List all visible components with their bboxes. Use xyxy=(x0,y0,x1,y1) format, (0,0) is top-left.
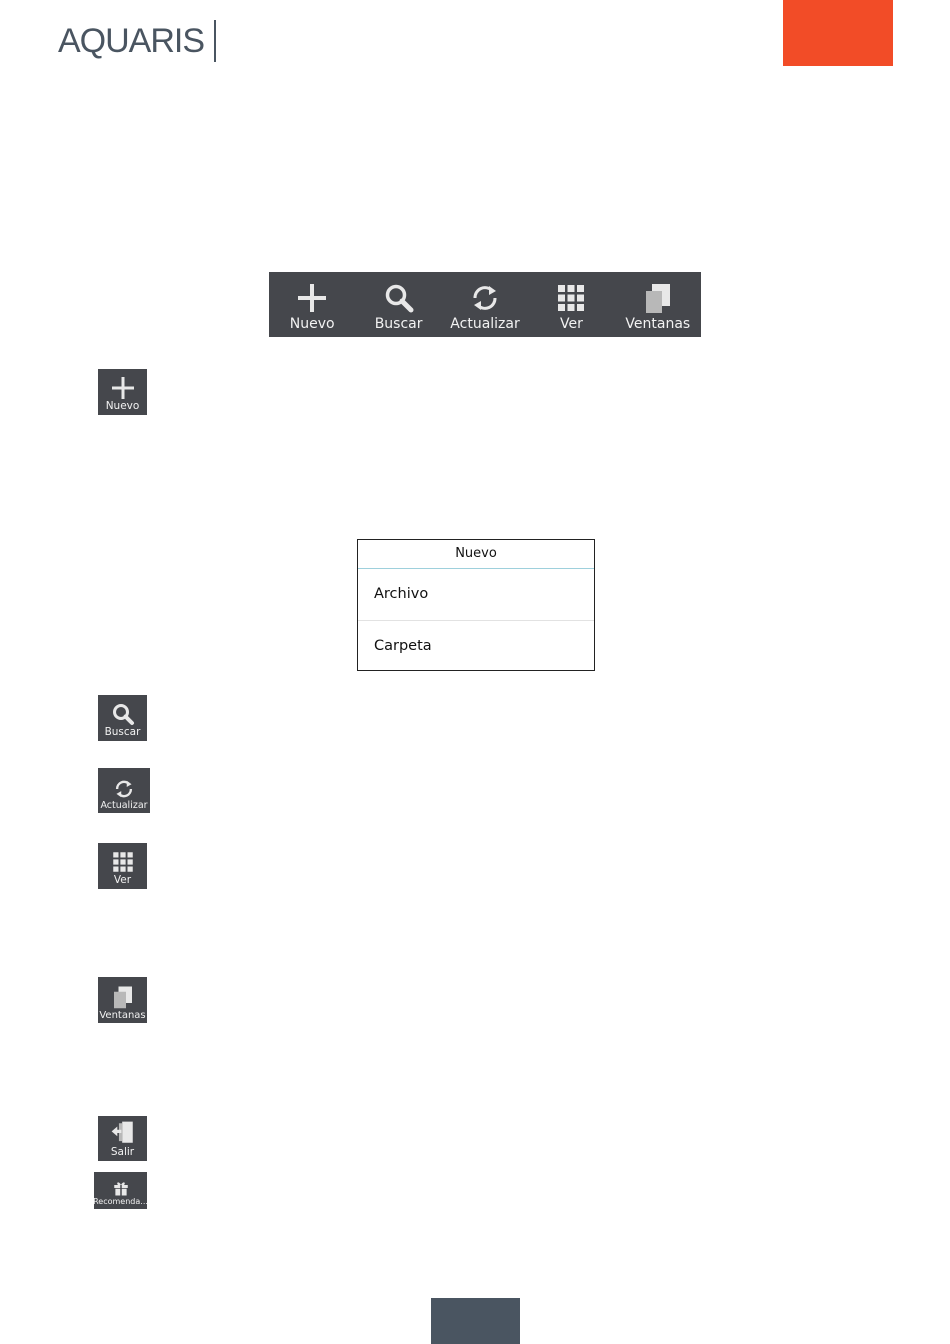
toolbar-nuevo-button[interactable] xyxy=(269,272,355,337)
toolbar-nuevo-label: Nuevo xyxy=(289,316,335,332)
nuevo-label: Nuevo xyxy=(105,400,140,413)
plus-icon xyxy=(111,376,135,400)
exit-icon xyxy=(110,1120,136,1146)
windows-icon xyxy=(642,282,674,314)
windows-icon xyxy=(111,985,135,1009)
header-accent-tab xyxy=(783,0,893,66)
toolbar-ventanas-button[interactable] xyxy=(615,272,701,337)
ventanas-button[interactable] xyxy=(98,977,147,1023)
refresh-icon xyxy=(113,778,135,800)
ver-label: Ver xyxy=(113,874,132,887)
buscar-label: Buscar xyxy=(104,726,141,739)
page-number-tab xyxy=(431,1298,520,1344)
toolbar-actualizar-label: Actualizar xyxy=(450,316,520,332)
toolbar-buscar-label: Buscar xyxy=(374,316,423,332)
aquaris-logo xyxy=(58,20,216,62)
dialog-title: Nuevo xyxy=(358,540,594,569)
toolbar-ver-label: Ver xyxy=(559,316,583,332)
dialog-option-archivo[interactable]: Archivo xyxy=(374,586,429,602)
toolbar-ver-button[interactable] xyxy=(528,272,614,337)
ventanas-label: Ventanas xyxy=(99,1010,146,1021)
actualizar-button[interactable] xyxy=(98,768,150,813)
nuevo-button[interactable] xyxy=(98,369,147,415)
actualizar-label: Actualizar xyxy=(100,799,148,811)
recomendar-button[interactable] xyxy=(94,1172,147,1209)
recomendar-label: Recomenda... xyxy=(93,1197,148,1207)
search-icon xyxy=(111,702,135,726)
salir-button[interactable] xyxy=(98,1116,147,1161)
dialog-option-carpeta[interactable]: Carpeta xyxy=(358,620,594,672)
search-icon xyxy=(383,282,415,314)
logo-divider xyxy=(214,20,216,62)
grid-icon xyxy=(111,850,135,874)
plus-icon xyxy=(296,282,328,314)
ver-button[interactable] xyxy=(98,843,147,889)
buscar-button[interactable] xyxy=(98,695,147,741)
file-manager-toolbar xyxy=(269,272,701,337)
refresh-icon xyxy=(469,282,501,314)
toolbar-actualizar-button[interactable] xyxy=(442,272,528,337)
grid-icon xyxy=(555,282,587,314)
gift-icon xyxy=(112,1179,130,1197)
salir-label: Salir xyxy=(110,1146,135,1159)
toolbar-buscar-button[interactable] xyxy=(355,272,441,337)
logo-text: AQUARIS xyxy=(58,21,205,60)
nuevo-dialog xyxy=(357,539,595,671)
toolbar-ventanas-label: Ventanas xyxy=(625,316,691,332)
